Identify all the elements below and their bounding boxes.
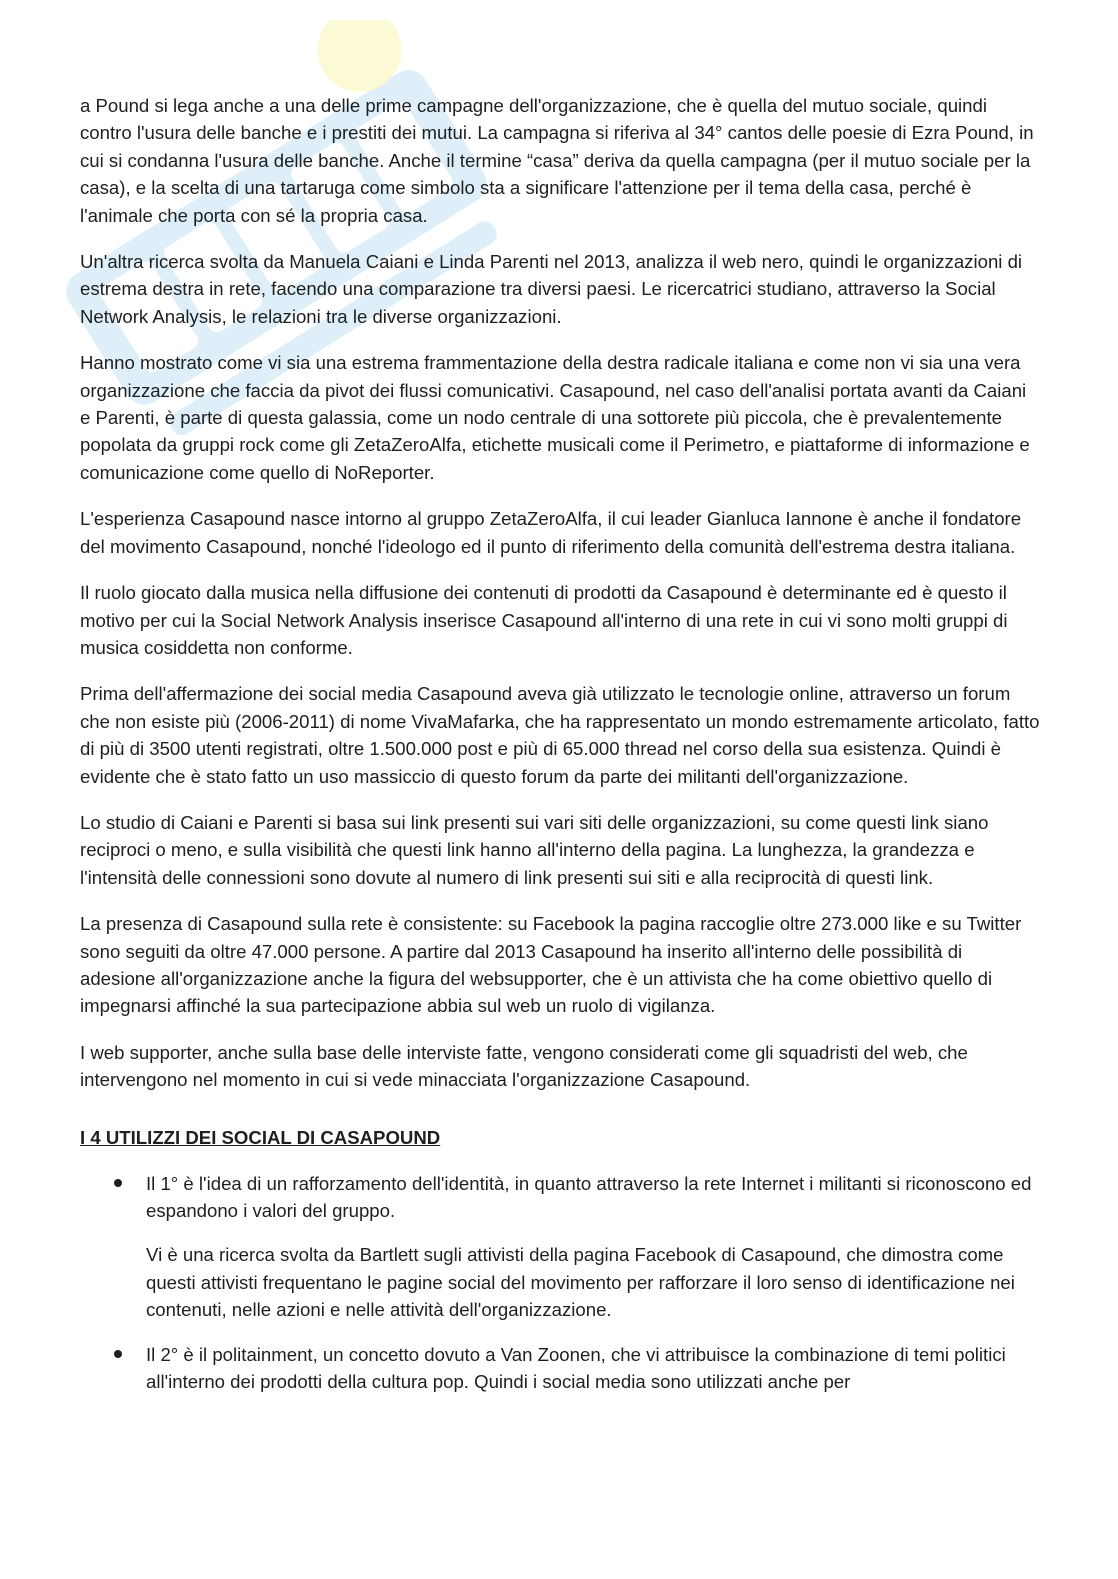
list-item [80,1170,1040,1324]
section-heading: I 4 UTILIZZI DEI SOCIAL DI CASAPOUND [80,1126,441,1148]
paragraph: L'esperienza Casapound nasce intorno al gruppo ZetaZeroAlfa, il cui leader Gianluca Iannone è anche il fondatore del movimento Casapound, nonché l'ideologo ed il punto di riferimento della comunità dell'estrema destra italiana. [80,508,1022,557]
paragraph: Un'altra ricerca svolta da Manuela Caiani e Linda Parenti nel 2013, analizza il web nero, quindi le organizzazioni di estrema destra in rete, facendo una comparazione tra diversi paesi. Le ricercatrici studiano, attraverso la Social Network Analysis, le relazioni tra le diverse organizzazioni. [80,251,1023,327]
paragraph: I web supporter, anche sulla base delle interviste fatte, vengono considerati come gli squadristi del web, che intervengono nel momento in cui si vede minacciata l'organizzazione Casapound. [80,1041,968,1091]
list-item-followup: Vi è una ricerca svolta da Bartlett sugli attivisti della pagina Facebook di Casapound, che dimostra come questi attivisti frequentano le pagine social del movimento per rafforzare il loro senso di identificazione nei contenuti, nelle azioni e nelle attività dell'organizzazione. [146,1244,1015,1321]
paragraph: La presenza di Casapound sulla rete è consistente: su Facebook la pagina raccoglie oltre 273.000 like e su Twitter sono seguiti da oltre 47.000 persone. A partire dal 2013 Casapound ha inserito all'interno delle possibilità di adesione all'organizzazione anche la figura del websupporter, che è un attivista che ha come obiettivo quello di impegnarsi affinché la sua partecipazione abbia sul web un ruolo di vigilanza. [80,913,1022,1017]
paragraph: Lo studio di Caiani e Parenti si basa sui link presenti sui vari siti delle organizzazioni, su come questi link siano reciproci o meno, e sulla visibilità che questi link hanno all'interno della pagina. La lunghezza, la grandezza e l'intensità delle connessioni sono dovute al numero di link presenti sui siti e alla reciprocità di questi link. [80,811,989,888]
paragraph: Il ruolo giocato dalla musica nella diffusione dei contenuti di prodotti da Casapound è determinante ed è questo il motivo per cui la Social Network Analysis inserisce Casapound all'interno di una rete in cui vi sono molti gruppi di musica cosiddetta non conforme. [80,582,1008,658]
bullet-icon [114,1350,122,1358]
document-page [80,92,1040,1412]
list-item-text: Il 1° è l'idea di un rafforzamento dell'identità, in quanto attraverso la rete Internet i militanti si riconoscono ed espandono i valori del gruppo. [146,1172,1032,1221]
paragraph: Prima dell'affermazione dei social media Casapound aveva già utilizzato le tecnologie online, attraverso un forum che non esiste più (2006-2011) di nome VivaMafarka, che ha rappresentato un mondo estremamente articolato, fatto di più di 3500 utenti registrati, oltre 1.500.000 post e più di 65.000 thread nel corso della sua esistenza. Quindi è evidente che è stato fatto un uso massiccio di questo forum da parte dei militanti dell'organizzazione. [80,683,1040,787]
list-item-text: Il 2° è il politainment, un concetto dovuto a Van Zoonen, che vi attribuisce la combinazione di temi politici all'interno dei prodotti della cultura pop. Quindi i social media sono utilizzati anche per [146,1343,1006,1393]
paragraph: a Pound si lega anche a una delle prime campagne dell'organizzazione, che è quella del mutuo sociale, quindi contro l'usura delle banche e i prestiti dei mutui. La campagna si riferiva al 34° cantos delle poesie di Ezra Pound, in cui si condanna l'usura delle banche. Anche il termine “casa” deriva da quella campagna (per il mutuo sociale per la casa), e la scelta di una tartaruga come simbolo sta a significare l'attenzione per il tema della casa, perché è l'animale che porta con sé la propria casa. [80,95,1034,226]
list-item [80,1341,1040,1396]
paragraph: Hanno mostrato come vi sia una estrema frammentazione della destra radicale italiana e come non vi sia una vera organizzazione che faccia da pivot dei flussi comunicativi. Casapound, nel caso dell'analisi portata avanti da Caiani e Parenti, è parte di questa galassia, come un nodo centrale di una sottorete più piccola, che è prevalentemente popolata da gruppi rock come gli ZetaZeroAlfa, etichette musicali come il Perimetro, e piattaforme di informazione e comunicazione come quello di NoReporter. [80,352,1030,483]
bullet-icon [114,1179,122,1187]
bullet-list [80,1170,1040,1396]
